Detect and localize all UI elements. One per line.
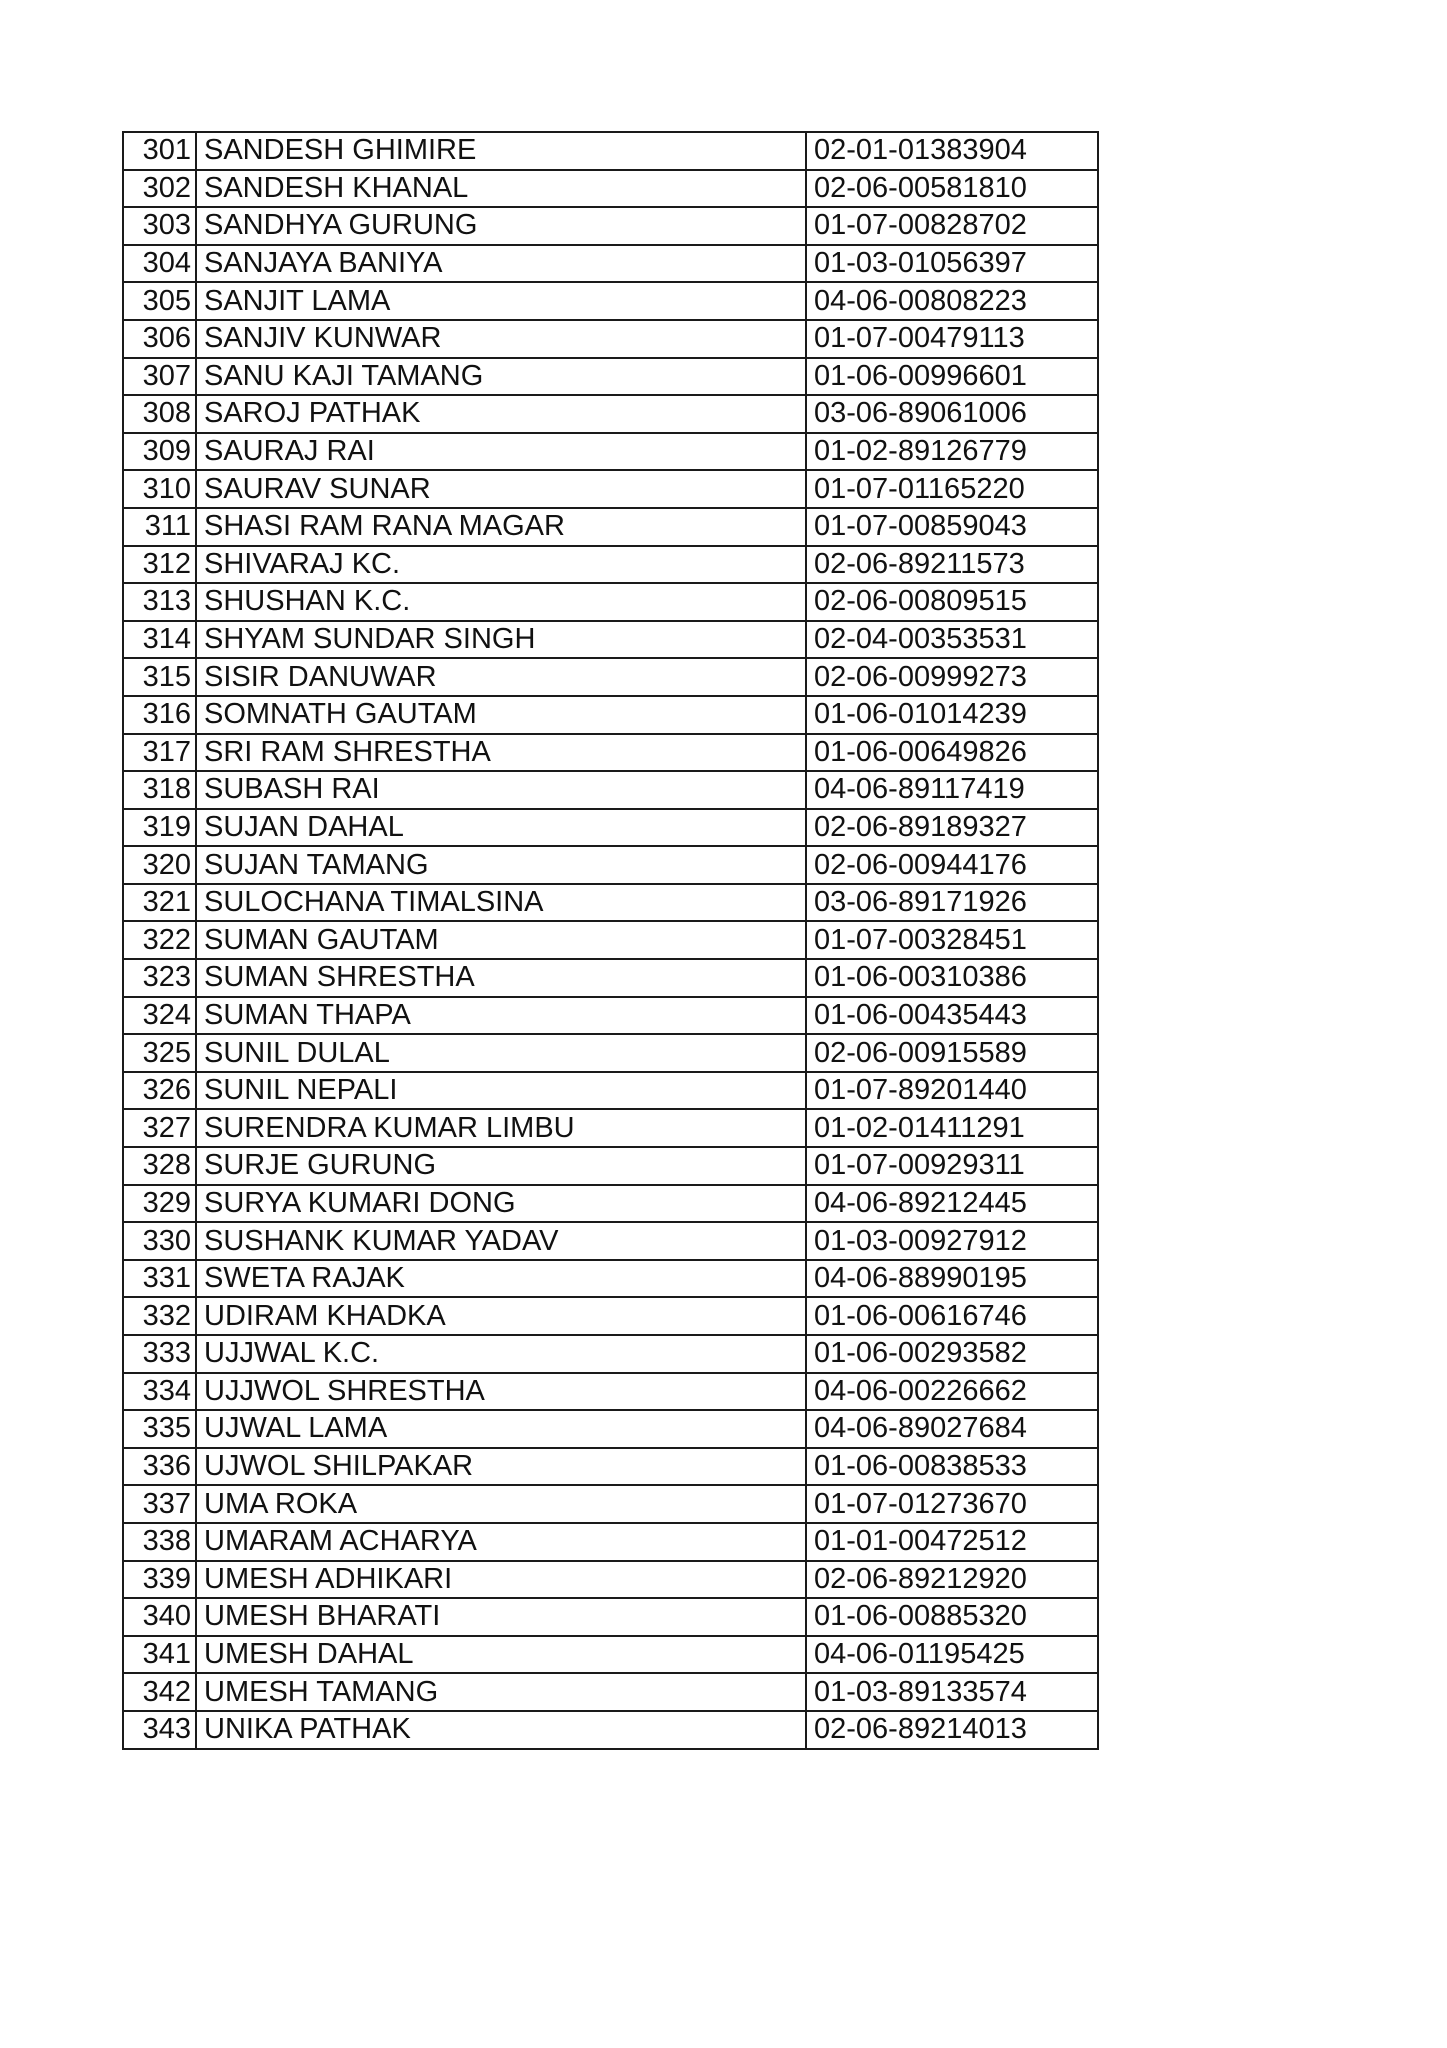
name-cell: SHUSHAN K.C. bbox=[196, 583, 806, 621]
serial-number-cell: 313 bbox=[123, 583, 196, 621]
serial-number-cell: 314 bbox=[123, 621, 196, 659]
table-row bbox=[123, 282, 1098, 320]
id-number-cell: 02-06-00999273 bbox=[806, 658, 1098, 696]
id-number-cell: 01-02-89126779 bbox=[806, 433, 1098, 471]
table-row bbox=[123, 1448, 1098, 1486]
name-cell: SAURAJ RAI bbox=[196, 433, 806, 471]
roster-table bbox=[122, 131, 1099, 1750]
id-number-cell: 01-06-00310386 bbox=[806, 959, 1098, 997]
name-cell: SURJE GURUNG bbox=[196, 1147, 806, 1185]
name-cell: SANU KAJI TAMANG bbox=[196, 358, 806, 396]
name-cell: UMARAM ACHARYA bbox=[196, 1523, 806, 1561]
serial-number-cell: 325 bbox=[123, 1034, 196, 1072]
id-number-cell: 01-01-00472512 bbox=[806, 1523, 1098, 1561]
table-row bbox=[123, 395, 1098, 433]
name-cell: SUNIL NEPALI bbox=[196, 1072, 806, 1110]
name-cell: SUMAN SHRESTHA bbox=[196, 959, 806, 997]
table-row bbox=[123, 1711, 1098, 1749]
serial-number-cell: 326 bbox=[123, 1072, 196, 1110]
serial-number-cell: 307 bbox=[123, 358, 196, 396]
id-number-cell: 01-07-01165220 bbox=[806, 470, 1098, 508]
table-row bbox=[123, 1072, 1098, 1110]
id-number-cell: 04-06-89212445 bbox=[806, 1185, 1098, 1223]
table-row bbox=[123, 433, 1098, 471]
table-row bbox=[123, 170, 1098, 208]
id-number-cell: 01-06-00293582 bbox=[806, 1335, 1098, 1373]
table-row bbox=[123, 546, 1098, 584]
id-number-cell: 01-02-01411291 bbox=[806, 1109, 1098, 1147]
id-number-cell: 04-06-88990195 bbox=[806, 1260, 1098, 1298]
serial-number-cell: 339 bbox=[123, 1561, 196, 1599]
table-row bbox=[123, 734, 1098, 772]
id-number-cell: 01-06-00435443 bbox=[806, 997, 1098, 1035]
table-row bbox=[123, 1673, 1098, 1711]
serial-number-cell: 333 bbox=[123, 1335, 196, 1373]
name-cell: SANJIV KUNWAR bbox=[196, 320, 806, 358]
table-row bbox=[123, 1598, 1098, 1636]
id-number-cell: 01-07-01273670 bbox=[806, 1485, 1098, 1523]
name-cell: UDIRAM KHADKA bbox=[196, 1297, 806, 1335]
table-row bbox=[123, 1636, 1098, 1674]
id-number-cell: 01-03-01056397 bbox=[806, 245, 1098, 283]
id-number-cell: 01-06-00838533 bbox=[806, 1448, 1098, 1486]
id-number-cell: 01-07-00929311 bbox=[806, 1147, 1098, 1185]
table-row bbox=[123, 1034, 1098, 1072]
table-row bbox=[123, 320, 1098, 358]
name-cell: SUJAN DAHAL bbox=[196, 809, 806, 847]
name-cell: SUSHANK KUMAR YADAV bbox=[196, 1222, 806, 1260]
id-number-cell: 01-07-89201440 bbox=[806, 1072, 1098, 1110]
id-number-cell: 02-06-89189327 bbox=[806, 809, 1098, 847]
id-number-cell: 02-04-00353531 bbox=[806, 621, 1098, 659]
name-cell: UJJWOL SHRESTHA bbox=[196, 1373, 806, 1411]
id-number-cell: 01-06-01014239 bbox=[806, 696, 1098, 734]
name-cell: SRI RAM SHRESTHA bbox=[196, 734, 806, 772]
name-cell: SANJIT LAMA bbox=[196, 282, 806, 320]
name-cell: SURENDRA KUMAR LIMBU bbox=[196, 1109, 806, 1147]
table-row bbox=[123, 1523, 1098, 1561]
name-cell: UJJWAL K.C. bbox=[196, 1335, 806, 1373]
name-cell: SOMNATH GAUTAM bbox=[196, 696, 806, 734]
serial-number-cell: 335 bbox=[123, 1410, 196, 1448]
id-number-cell: 04-06-89027684 bbox=[806, 1410, 1098, 1448]
table-row bbox=[123, 809, 1098, 847]
name-cell: SANDESH KHANAL bbox=[196, 170, 806, 208]
serial-number-cell: 322 bbox=[123, 921, 196, 959]
name-cell: SANJAYA BANIYA bbox=[196, 245, 806, 283]
table-row bbox=[123, 846, 1098, 884]
id-number-cell: 01-07-00479113 bbox=[806, 320, 1098, 358]
id-number-cell: 01-03-89133574 bbox=[806, 1673, 1098, 1711]
serial-number-cell: 316 bbox=[123, 696, 196, 734]
id-number-cell: 04-06-00226662 bbox=[806, 1373, 1098, 1411]
name-cell: SAURAV SUNAR bbox=[196, 470, 806, 508]
id-number-cell: 02-06-00944176 bbox=[806, 846, 1098, 884]
serial-number-cell: 323 bbox=[123, 959, 196, 997]
table-row bbox=[123, 1410, 1098, 1448]
serial-number-cell: 315 bbox=[123, 658, 196, 696]
name-cell: UMESH DAHAL bbox=[196, 1636, 806, 1674]
serial-number-cell: 306 bbox=[123, 320, 196, 358]
id-number-cell: 01-06-00885320 bbox=[806, 1598, 1098, 1636]
serial-number-cell: 309 bbox=[123, 433, 196, 471]
id-number-cell: 02-06-00915589 bbox=[806, 1034, 1098, 1072]
serial-number-cell: 329 bbox=[123, 1185, 196, 1223]
table-row bbox=[123, 1260, 1098, 1298]
serial-number-cell: 337 bbox=[123, 1485, 196, 1523]
id-number-cell: 01-07-00828702 bbox=[806, 207, 1098, 245]
name-cell: SHASI RAM RANA MAGAR bbox=[196, 508, 806, 546]
id-number-cell: 02-01-01383904 bbox=[806, 132, 1098, 170]
id-number-cell: 01-07-00859043 bbox=[806, 508, 1098, 546]
id-number-cell: 01-07-00328451 bbox=[806, 921, 1098, 959]
serial-number-cell: 302 bbox=[123, 170, 196, 208]
table-row bbox=[123, 997, 1098, 1035]
serial-number-cell: 328 bbox=[123, 1147, 196, 1185]
name-cell: SWETA RAJAK bbox=[196, 1260, 806, 1298]
serial-number-cell: 317 bbox=[123, 734, 196, 772]
table-row bbox=[123, 583, 1098, 621]
serial-number-cell: 308 bbox=[123, 395, 196, 433]
table-row bbox=[123, 1147, 1098, 1185]
name-cell: SUMAN THAPA bbox=[196, 997, 806, 1035]
name-cell: SISIR DANUWAR bbox=[196, 658, 806, 696]
serial-number-cell: 305 bbox=[123, 282, 196, 320]
table-row bbox=[123, 508, 1098, 546]
id-number-cell: 01-06-00616746 bbox=[806, 1297, 1098, 1335]
serial-number-cell: 311 bbox=[123, 508, 196, 546]
serial-number-cell: 334 bbox=[123, 1373, 196, 1411]
table-row bbox=[123, 132, 1098, 170]
table-row bbox=[123, 921, 1098, 959]
serial-number-cell: 312 bbox=[123, 546, 196, 584]
table-row bbox=[123, 621, 1098, 659]
id-number-cell: 02-06-00809515 bbox=[806, 583, 1098, 621]
serial-number-cell: 342 bbox=[123, 1673, 196, 1711]
name-cell: SHYAM SUNDAR SINGH bbox=[196, 621, 806, 659]
serial-number-cell: 338 bbox=[123, 1523, 196, 1561]
name-cell: SUNIL DULAL bbox=[196, 1034, 806, 1072]
serial-number-cell: 318 bbox=[123, 771, 196, 809]
id-number-cell: 01-03-00927912 bbox=[806, 1222, 1098, 1260]
id-number-cell: 03-06-89061006 bbox=[806, 395, 1098, 433]
table-row bbox=[123, 658, 1098, 696]
id-number-cell: 04-06-01195425 bbox=[806, 1636, 1098, 1674]
id-number-cell: 04-06-00808223 bbox=[806, 282, 1098, 320]
table-row bbox=[123, 959, 1098, 997]
name-cell: SURYA KUMARI DONG bbox=[196, 1185, 806, 1223]
table-row bbox=[123, 1561, 1098, 1599]
name-cell: UNIKA PATHAK bbox=[196, 1711, 806, 1749]
serial-number-cell: 320 bbox=[123, 846, 196, 884]
name-cell: UMESH BHARATI bbox=[196, 1598, 806, 1636]
serial-number-cell: 327 bbox=[123, 1109, 196, 1147]
table-row bbox=[123, 1297, 1098, 1335]
id-number-cell: 01-06-00996601 bbox=[806, 358, 1098, 396]
table-row bbox=[123, 207, 1098, 245]
table-row bbox=[123, 696, 1098, 734]
id-number-cell: 01-06-00649826 bbox=[806, 734, 1098, 772]
serial-number-cell: 343 bbox=[123, 1711, 196, 1749]
name-cell: SANDHYA GURUNG bbox=[196, 207, 806, 245]
serial-number-cell: 301 bbox=[123, 132, 196, 170]
serial-number-cell: 332 bbox=[123, 1297, 196, 1335]
serial-number-cell: 340 bbox=[123, 1598, 196, 1636]
serial-number-cell: 310 bbox=[123, 470, 196, 508]
id-number-cell: 03-06-89171926 bbox=[806, 884, 1098, 922]
table-row bbox=[123, 245, 1098, 283]
table-row bbox=[123, 1222, 1098, 1260]
name-cell: SHIVARAJ KC. bbox=[196, 546, 806, 584]
name-cell: UJWAL LAMA bbox=[196, 1410, 806, 1448]
id-number-cell: 02-06-89212920 bbox=[806, 1561, 1098, 1599]
id-number-cell: 02-06-00581810 bbox=[806, 170, 1098, 208]
table-row bbox=[123, 470, 1098, 508]
serial-number-cell: 330 bbox=[123, 1222, 196, 1260]
serial-number-cell: 304 bbox=[123, 245, 196, 283]
serial-number-cell: 321 bbox=[123, 884, 196, 922]
name-cell: SANDESH GHIMIRE bbox=[196, 132, 806, 170]
roster-table-body bbox=[123, 132, 1098, 1749]
table-row bbox=[123, 1485, 1098, 1523]
name-cell: SUJAN TAMANG bbox=[196, 846, 806, 884]
id-number-cell: 02-06-89214013 bbox=[806, 1711, 1098, 1749]
table-row bbox=[123, 1373, 1098, 1411]
table-row bbox=[123, 771, 1098, 809]
serial-number-cell: 324 bbox=[123, 997, 196, 1035]
name-cell: UMESH TAMANG bbox=[196, 1673, 806, 1711]
name-cell: SAROJ PATHAK bbox=[196, 395, 806, 433]
name-cell: SUBASH RAI bbox=[196, 771, 806, 809]
serial-number-cell: 341 bbox=[123, 1636, 196, 1674]
name-cell: SUMAN GAUTAM bbox=[196, 921, 806, 959]
table-row bbox=[123, 358, 1098, 396]
table-row bbox=[123, 1109, 1098, 1147]
table-row bbox=[123, 1335, 1098, 1373]
name-cell: SULOCHANA TIMALSINA bbox=[196, 884, 806, 922]
id-number-cell: 04-06-89117419 bbox=[806, 771, 1098, 809]
name-cell: UMA ROKA bbox=[196, 1485, 806, 1523]
name-cell: UMESH ADHIKARI bbox=[196, 1561, 806, 1599]
serial-number-cell: 336 bbox=[123, 1448, 196, 1486]
table-row bbox=[123, 884, 1098, 922]
name-cell: UJWOL SHILPAKAR bbox=[196, 1448, 806, 1486]
serial-number-cell: 331 bbox=[123, 1260, 196, 1298]
serial-number-cell: 319 bbox=[123, 809, 196, 847]
table-row bbox=[123, 1185, 1098, 1223]
id-number-cell: 02-06-89211573 bbox=[806, 546, 1098, 584]
serial-number-cell: 303 bbox=[123, 207, 196, 245]
